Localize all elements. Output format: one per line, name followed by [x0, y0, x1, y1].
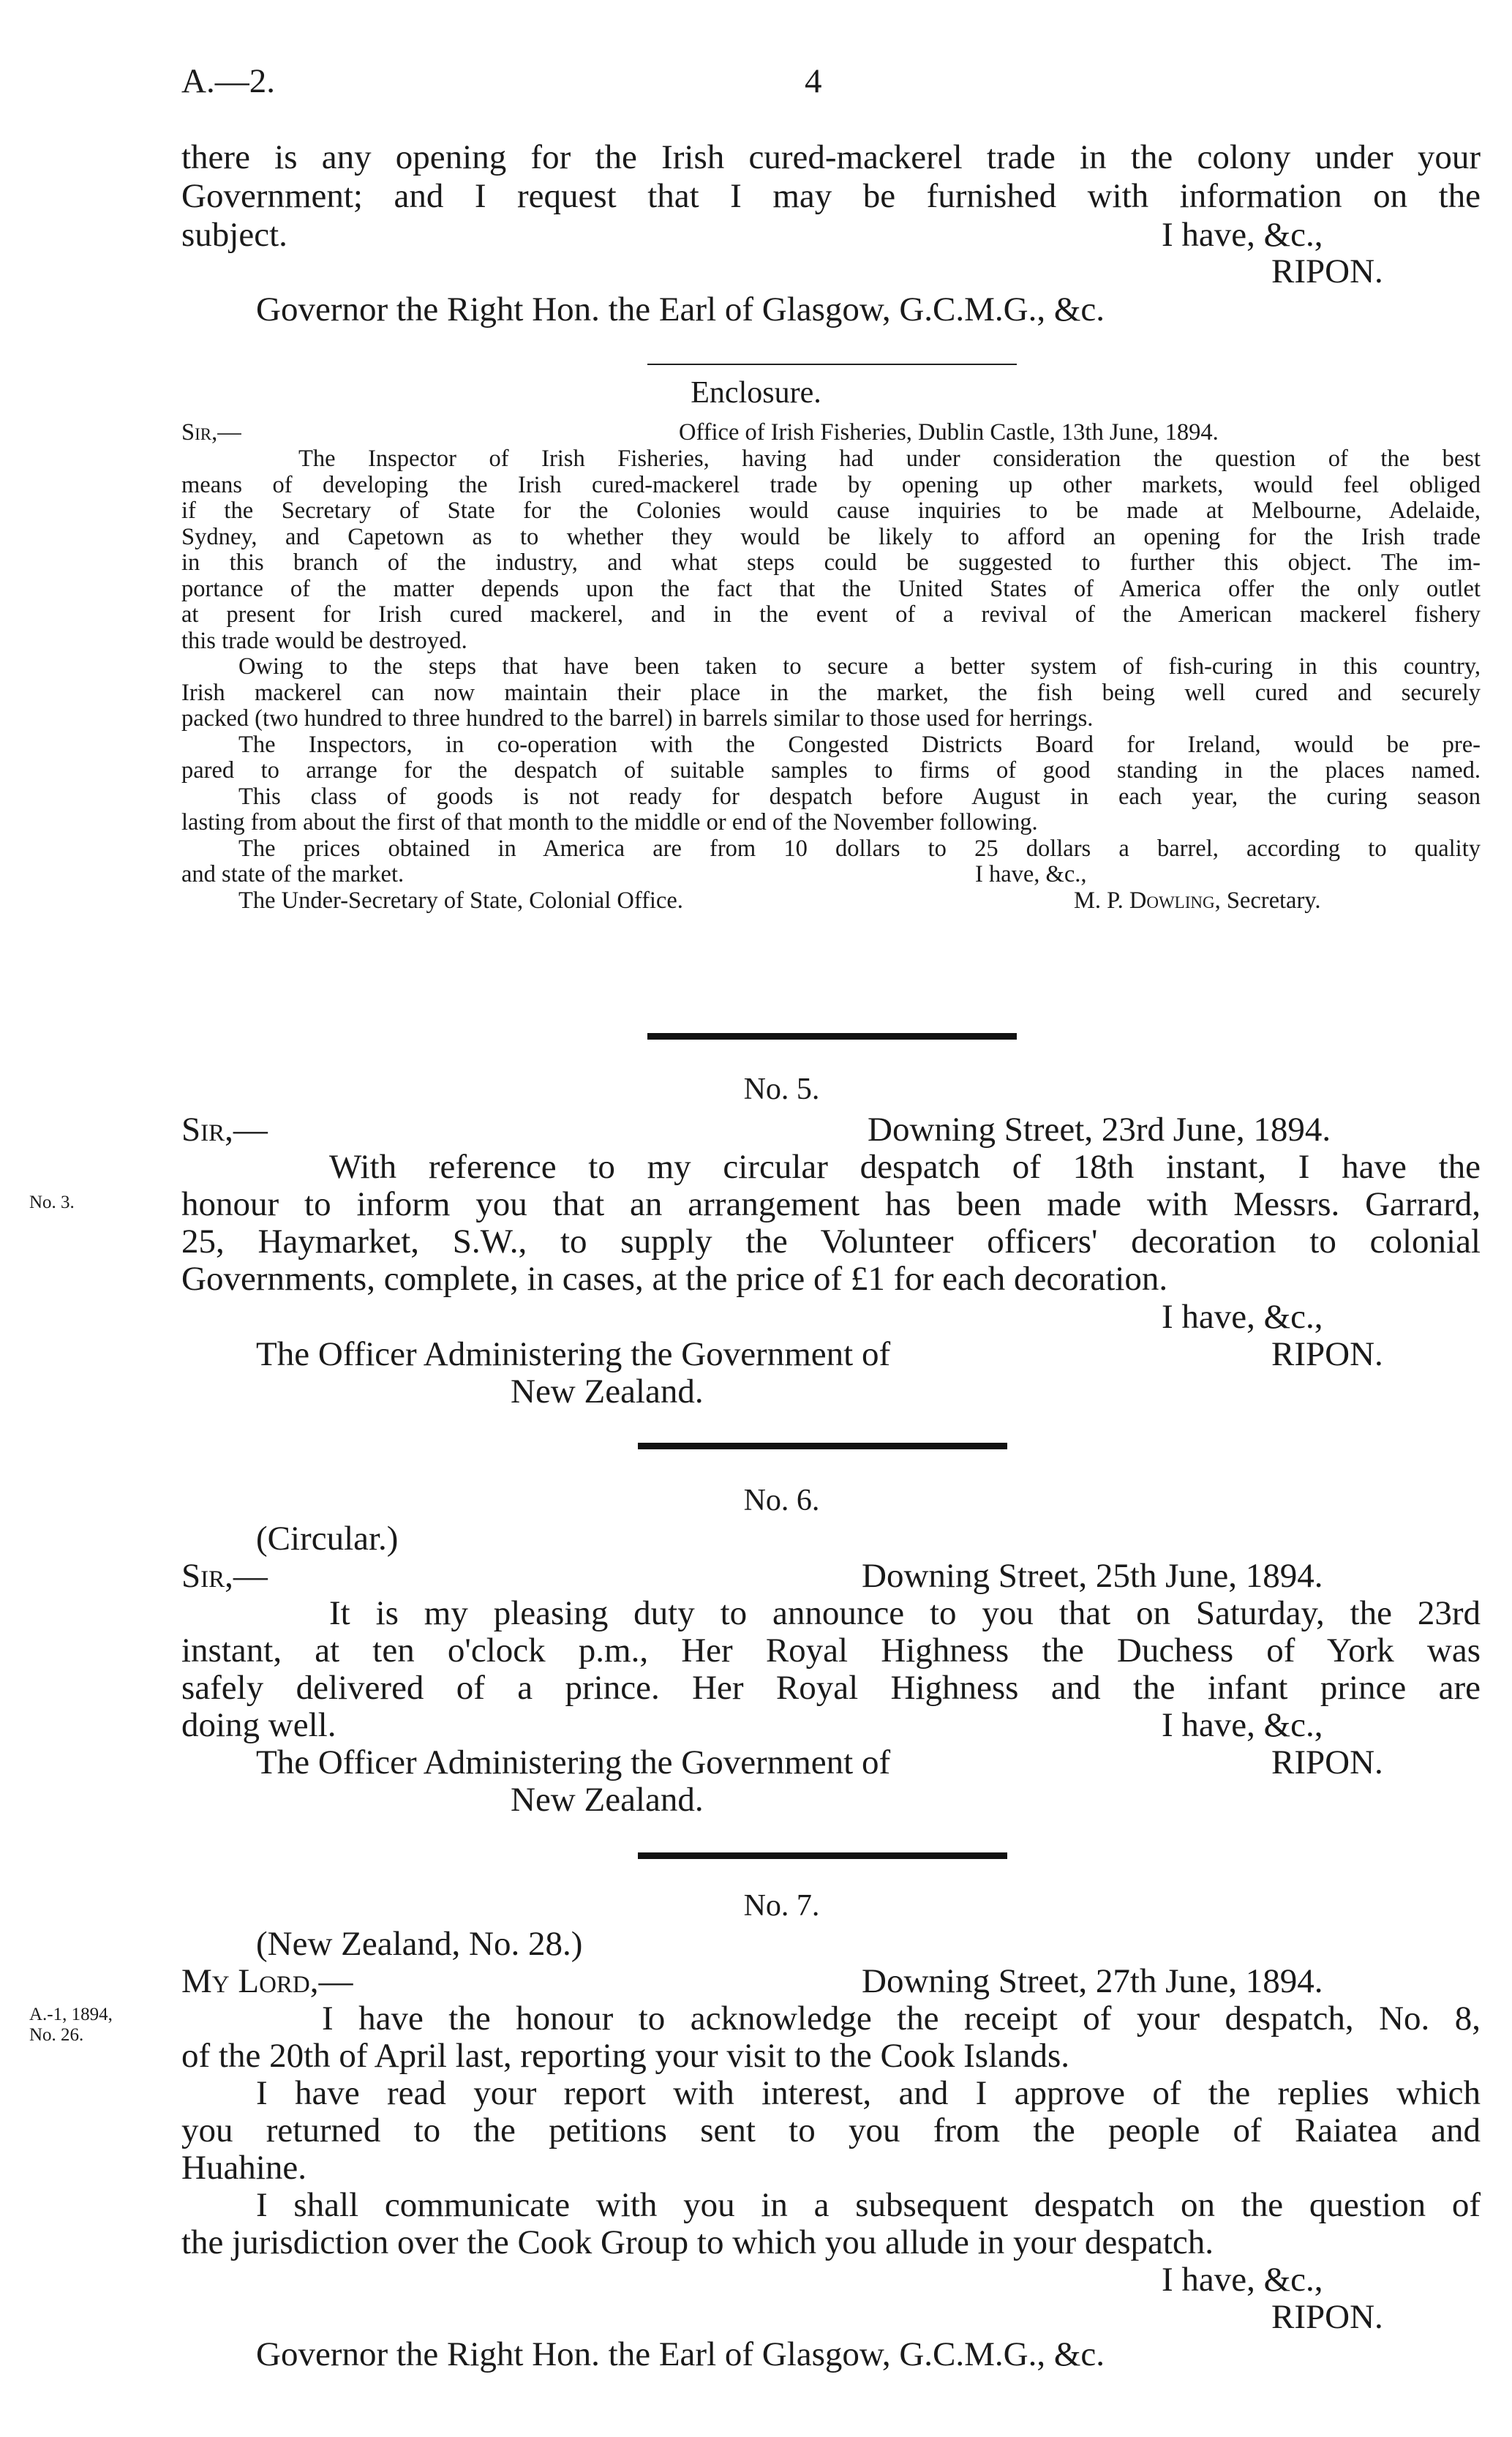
no7-margin-note-2: No. 26.	[29, 2025, 84, 2045]
enclosure-title: Enclosure.	[691, 376, 821, 410]
enc-p1-line: at present for Irish cured mackerel, and in the event of a revival of the American mackerel fishery	[181, 601, 1481, 628]
enclosure-body	[181, 446, 1481, 914]
no5-heading: No. 5.	[743, 1073, 820, 1106]
enc-p1-line: if the Secretary of State for the Colonies would cause inquiries to be made at Melbourne, Adelaide,	[181, 497, 1481, 524]
enc-p5-last-row	[181, 862, 1481, 888]
no6-salutation: Sir,—	[181, 1557, 268, 1595]
no6-circular: (Circular.)	[256, 1520, 399, 1558]
no6-addressee-2: New Zealand.	[511, 1781, 704, 1819]
enc-p2-line: Owing to the steps that have been taken to secure a better system of fish-curing in this country,	[238, 653, 1481, 680]
no7-closing: I have, &c.,	[1162, 2261, 1323, 2299]
enc-p1-line: means of developing the Irish cured-mackerel trade by opening up other markets, would feel obliged	[181, 471, 1481, 498]
no6-line-4: doing well.	[181, 1706, 336, 1744]
enc-p4-line: This class of goods is not ready for despatch before August in each year, the curing season	[238, 783, 1481, 810]
section-divider	[638, 1443, 1007, 1449]
no6-heading: No. 6.	[743, 1484, 820, 1517]
enclosure-sign-row	[181, 888, 1481, 915]
no5-addressee-1: The Officer Administering the Government of	[256, 1335, 891, 1373]
enc-p1-line: this trade would be destroyed.	[181, 627, 467, 654]
no7-reference: (New Zealand, No. 28.)	[256, 1925, 583, 1963]
no5-place-date: Downing Street, 23rd June, 1894.	[868, 1111, 1331, 1149]
no5-salutation: Sir,—	[181, 1111, 268, 1149]
no6-line-3: safely delivered of a prince. Her Royal Highness and the infant prince are	[181, 1669, 1481, 1707]
opening-addressee: Governor the Right Hon. the Earl of Glasgow, G.C.M.G., &c.	[256, 290, 1105, 328]
no7-margin-note-1: A.-1, 1894,	[29, 2005, 113, 2024]
enc-p5-line: The prices obtained in America are from 10 dollars to 25 dollars a barrel, according to quality	[238, 835, 1481, 862]
no6-addressee-1: The Officer Administering the Government of	[256, 1743, 891, 1781]
no7-salutation: My Lord,—	[181, 1962, 353, 2000]
no7-p2-line-1: I have read your report with interest, and I approve of the replies which	[256, 2074, 1481, 2112]
no7-section	[0, 1888, 1512, 1924]
no7-heading: No. 7.	[743, 1889, 820, 1923]
no7-p1-line-2: of the 20th of April last, reporting your visit to the Cook Islands.	[181, 2037, 1070, 2075]
opening-line-1: there is any opening for the Irish cured-mackerel trade in the colony under your	[181, 138, 1481, 176]
document-reference: A.—2.	[181, 62, 275, 100]
enclosure-signature-initials: M. P.	[1074, 887, 1124, 914]
enc-p1-line: Sydney, and Capetown as to whether they would be likely to afford an opening for the Irish trade	[181, 523, 1481, 550]
no5-signature: RIPON.	[1271, 1335, 1383, 1373]
enclosure-signature	[1074, 888, 1321, 915]
no5-line-2: honour to inform you that an arrangement has been made with Messrs. Garrard,	[181, 1185, 1481, 1223]
no5-section	[0, 1071, 1512, 1108]
enclosure-signature-title: Secretary.	[1226, 887, 1321, 914]
no7-signature: RIPON.	[1271, 2298, 1383, 2336]
page-number: 4	[805, 62, 822, 100]
opening-closing: I have, &c.,	[1162, 216, 1323, 254]
no5-margin-note: No. 3.	[29, 1193, 75, 1212]
enc-p5-line: and state of the market.	[181, 861, 405, 887]
enclosure-closing: I have, &c.,	[975, 861, 1087, 887]
no5-closing: I have, &c.,	[1162, 1298, 1323, 1336]
enc-p4-line: lasting from about the first of that month to the middle or end of the November following.	[181, 809, 1038, 836]
enclosure-section	[0, 375, 1512, 411]
section-divider	[638, 1852, 1007, 1859]
no7-p1-line-1: I have the honour to acknowledge the receipt of your despatch, No. 8,	[322, 1999, 1481, 2038]
no6-section	[0, 1482, 1512, 1519]
section-divider	[647, 1033, 1017, 1040]
no5-addressee-2: New Zealand.	[511, 1373, 704, 1411]
section-divider	[647, 364, 1017, 365]
enclosure-place-date: Office of Irish Fisheries, Dublin Castle, 13th June, 1894.	[679, 419, 1219, 446]
enc-p2-line: packed (two hundred to three hundred to the barrel) in barrels similar to those used for herrings.	[181, 705, 1094, 732]
no6-line-1: It is my pleasing duty to announce to you that on Saturday, the 23rd	[329, 1594, 1481, 1632]
enc-p1-line: in this branch of the industry, and what steps could be suggested to further this object. The im-	[181, 549, 1481, 576]
enc-p1-line: The Inspector of Irish Fisheries, having had under consideration the question of the best	[298, 446, 1481, 472]
no7-p2-line-3: Huahine.	[181, 2149, 306, 2187]
enc-p3-line: The Inspectors, in co-operation with the Congested Districts Board for Ireland, would be pre-	[238, 731, 1481, 758]
no7-addressee: Governor the Right Hon. the Earl of Glasgow, G.C.M.G., &c.	[256, 2335, 1105, 2373]
no5-line-1-text: With reference to my circular despatch of 18th instant, I have the	[329, 1148, 1481, 1186]
enclosure-addressee: The Under-Secretary of State, Colonial Office.	[238, 887, 683, 914]
enc-p3-line: pared to arrange for the despatch of suitable samples to firms of good standing in the places named.	[181, 757, 1481, 784]
no6-closing: I have, &c.,	[1162, 1706, 1323, 1744]
enc-p1-line: portance of the matter depends upon the fact that the United States of America offer the only outlet	[181, 575, 1481, 602]
no5-line-3: 25, Haymarket, S.W., to supply the Volunteer officers' decoration to colonial	[181, 1223, 1481, 1261]
opening-signature: RIPON.	[1271, 252, 1383, 290]
no6-place-date: Downing Street, 25th June, 1894.	[862, 1557, 1323, 1595]
no7-place-date: Downing Street, 27th June, 1894.	[862, 1962, 1323, 2000]
enclosure-salutation: Sir,—	[181, 419, 241, 446]
no6-line-2: instant, at ten o'clock p.m., Her Royal Highness the Duchess of York was	[181, 1631, 1481, 1670]
no7-p2-line-2: you returned to the petitions sent to you from the people of Raiatea and	[181, 2111, 1481, 2149]
opening-line-3: subject.	[181, 216, 287, 254]
no6-signature: RIPON.	[1271, 1743, 1383, 1781]
enclosure-signature-name: Dowling,	[1129, 887, 1221, 914]
opening-line-2: Government; and I request that I may be furnished with information on the	[181, 177, 1481, 215]
no7-p3-line-2: the jurisdiction over the Cook Group to which you allude in your despatch.	[181, 2223, 1214, 2261]
no7-p3-line-1: I shall communicate with you in a subsequent despatch on the question of	[256, 2186, 1481, 2224]
enc-p2-line: Irish mackerel can now maintain their place in the market, the fish being well cured and securely	[181, 679, 1481, 706]
no5-line-4: Governments, complete, in cases, at the price of £1 for each decoration.	[181, 1260, 1168, 1298]
